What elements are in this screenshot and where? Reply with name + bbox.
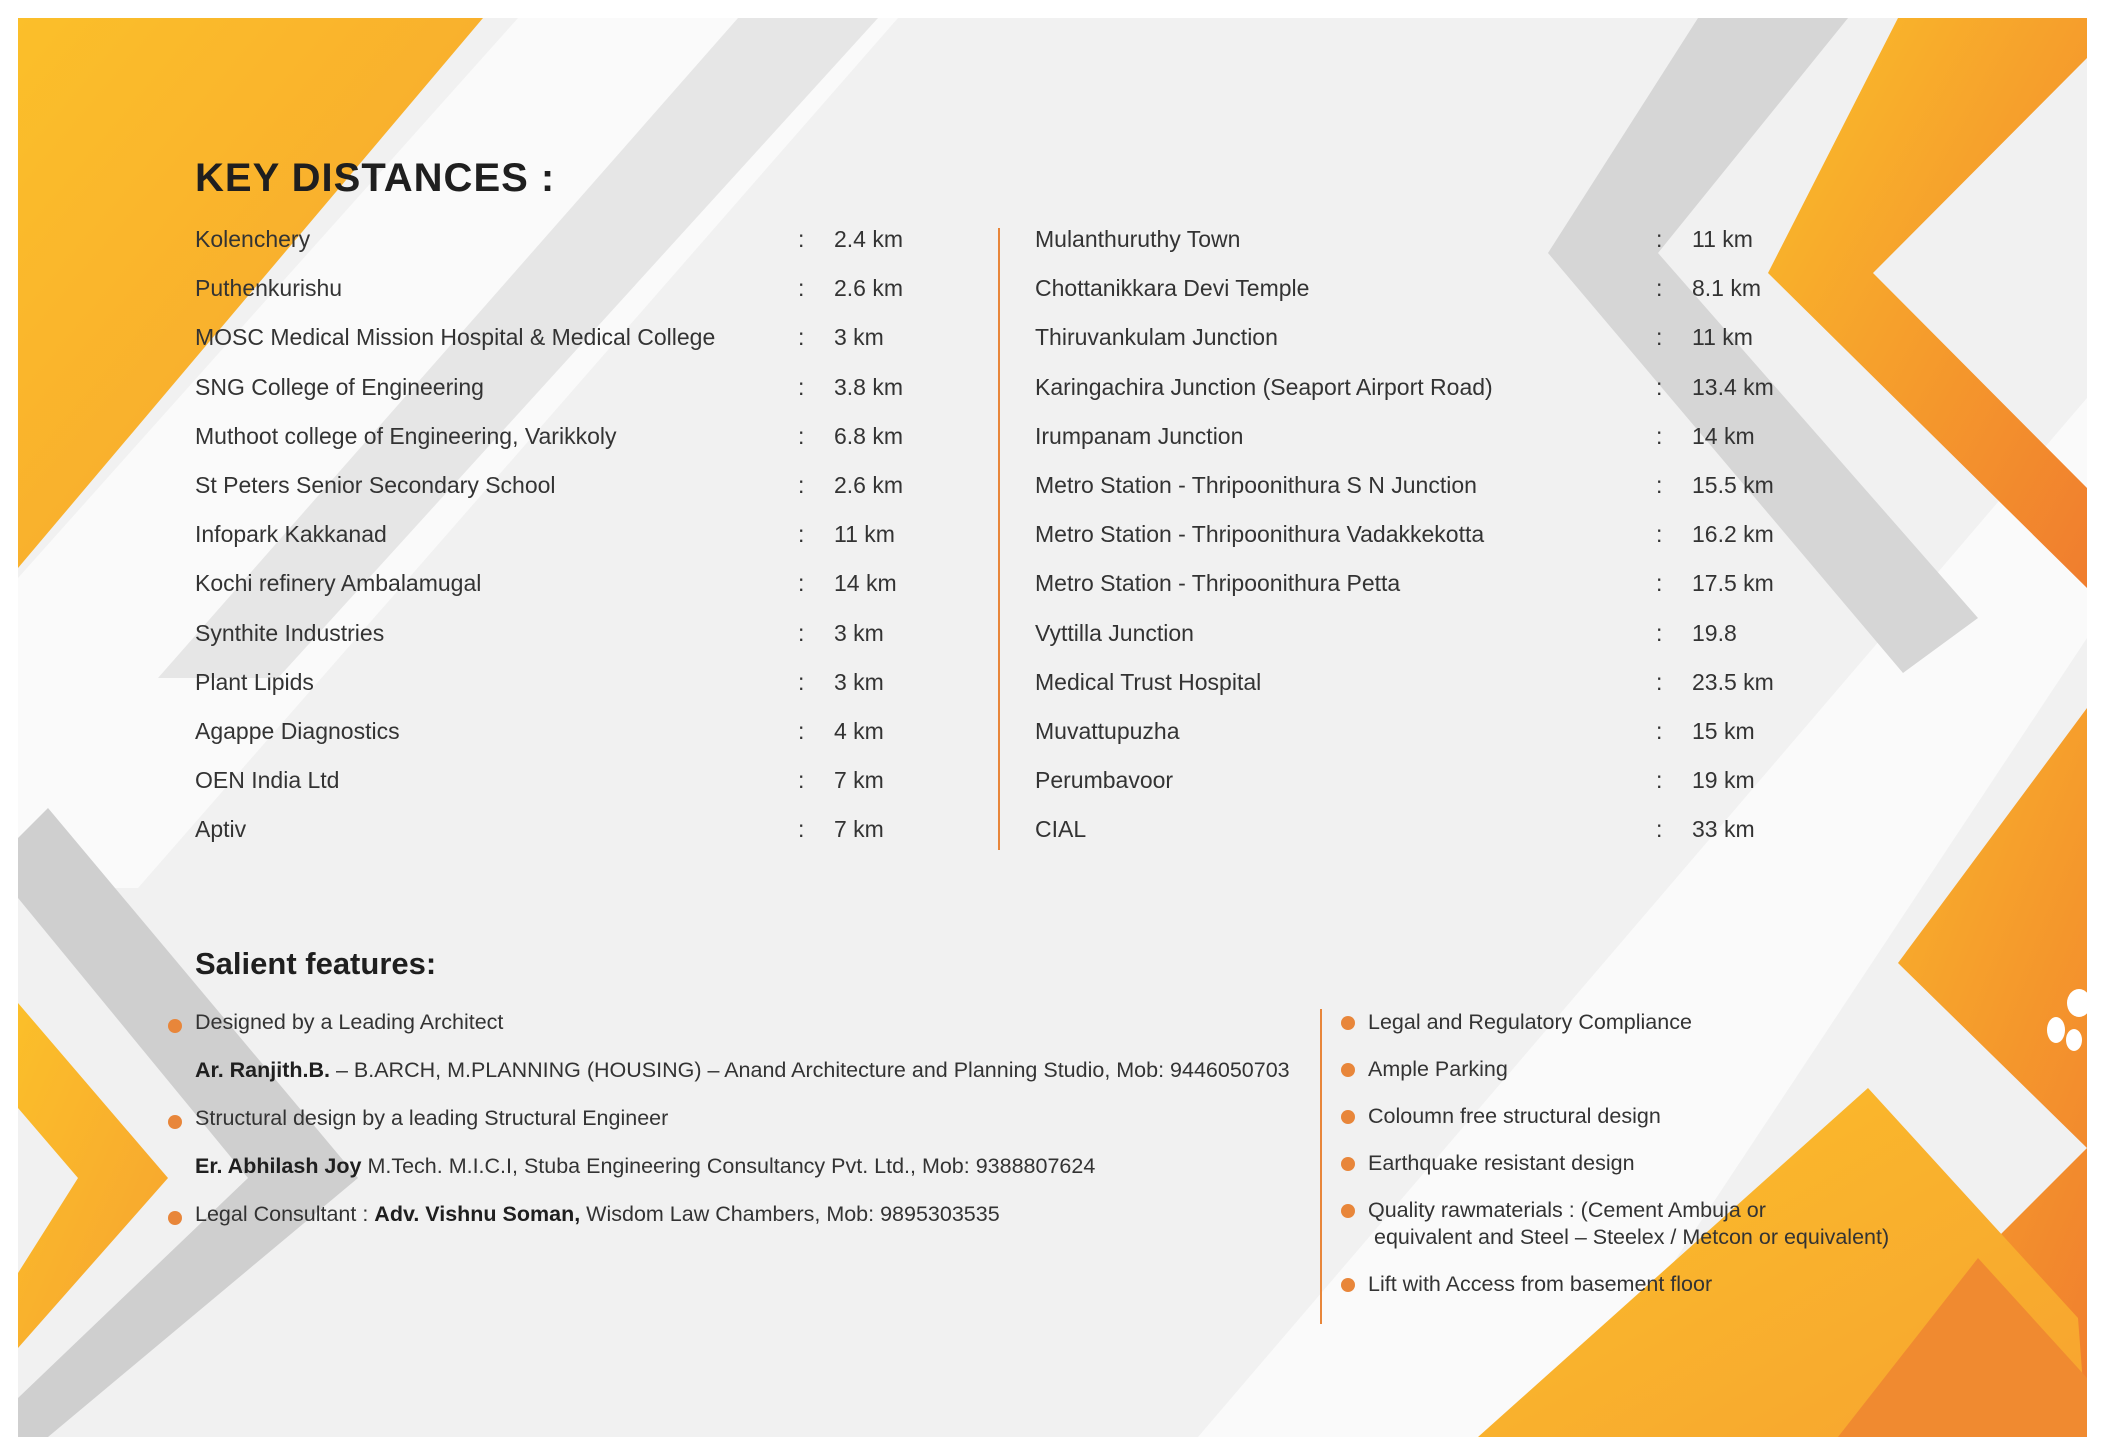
feature-item: Ample Parking — [1368, 1056, 2068, 1083]
place-name: Kochi refinery Ambalamugal — [195, 570, 482, 597]
architect-details-text: – B.ARCH, M.PLANNING (HOUSING) – Anand Architecture and Planning Studio, Mob: 9446050703 — [329, 1058, 1290, 1082]
place-name: Puthenkurishu — [195, 275, 343, 302]
engineer-details-text: M.Tech. M.I.C.I, Stuba Engineering Consultancy Pvt. Ltd., Mob: 9388807624 — [361, 1154, 1096, 1178]
materials-line-2: equivalent and Steel – Steelex / Metcon or equivalent) — [1374, 1225, 1890, 1249]
distance-value: 17.5 km — [1692, 570, 1774, 597]
feature-item: Lift with Access from basement floor — [1368, 1271, 2068, 1298]
separator: : — [1656, 668, 1663, 695]
separator: : — [798, 226, 805, 252]
distance-value: 3 km — [834, 619, 884, 646]
distance-row — [1035, 423, 1795, 472]
distance-row — [195, 275, 955, 324]
separator: : — [1656, 570, 1663, 597]
place-name: SNG College of Engineering — [195, 373, 484, 400]
features-divider — [1320, 1009, 1322, 1324]
place-name: Metro Station - Thripoonithura Vadakkekotta — [1035, 521, 1485, 548]
separator: : — [798, 275, 805, 302]
separator: : — [798, 422, 805, 449]
separator: : — [1656, 275, 1663, 302]
separator: : — [798, 619, 805, 646]
feature-legal-consultant — [195, 1202, 1325, 1250]
key-distances-right-table — [1035, 226, 1795, 865]
place-name: Muthoot college of Engineering, Varikkoly — [195, 422, 617, 449]
distance-row — [1035, 324, 1795, 373]
distance-value: 2.6 km — [834, 275, 904, 302]
distance-value: 15.5 km — [1692, 471, 1774, 498]
distance-value: 2.4 km — [834, 226, 904, 252]
place-name: Chottanikkara Devi Temple — [1035, 275, 1310, 302]
place-name: Kolenchery — [195, 226, 311, 252]
separator: : — [798, 570, 805, 597]
distance-row — [195, 226, 955, 275]
distance-row — [1035, 275, 1795, 324]
place-name: MOSC Medical Mission Hospital & Medical College — [195, 324, 716, 351]
separator: : — [1656, 619, 1663, 646]
distance-row — [195, 521, 955, 570]
place-name: CIAL — [1035, 816, 1087, 843]
feature-architect-details — [195, 1058, 1325, 1106]
separator: : — [1656, 471, 1663, 498]
distance-row — [1035, 620, 1795, 669]
place-name: Metro Station - Thripoonithura S N Junction — [1035, 471, 1477, 498]
salient-features-right — [1368, 1009, 2068, 1318]
distance-value: 14 km — [834, 570, 897, 597]
distance-value: 15 km — [1692, 717, 1755, 744]
distance-row — [1035, 669, 1795, 718]
place-name: Infopark Kakkanad — [195, 521, 387, 548]
place-name: Muvattupuzha — [1035, 717, 1180, 744]
distance-row — [1035, 521, 1795, 570]
feature-item: Coloumn free structural design — [1368, 1103, 2068, 1130]
distance-value: 23.5 km — [1692, 668, 1774, 695]
place-name: Synthite Industries — [195, 619, 385, 646]
separator: : — [798, 324, 805, 351]
separator: : — [1656, 816, 1663, 843]
salient-features-title: Salient features: — [195, 946, 437, 981]
place-name: Aptiv — [195, 816, 247, 843]
place-name: Thiruvankulam Junction — [1035, 324, 1278, 351]
distance-value: 2.6 km — [834, 471, 904, 498]
distance-value: 19 km — [1692, 767, 1755, 794]
place-name: Metro Station - Thripoonithura Petta — [1035, 570, 1401, 597]
separator: : — [798, 816, 805, 843]
place-name: Agappe Diagnostics — [195, 717, 400, 744]
separator: : — [798, 767, 805, 794]
legal-details-text: Wisdom Law Chambers, Mob: 9895303535 — [580, 1202, 1000, 1226]
feature-item: Legal and Regulatory Compliance — [1368, 1009, 2068, 1036]
separator: : — [798, 471, 805, 498]
separator: : — [798, 668, 805, 695]
distance-row — [1035, 767, 1795, 816]
distance-value: 7 km — [834, 767, 884, 794]
distance-value: 3 km — [834, 668, 884, 695]
salient-features-left — [195, 1010, 1325, 1250]
materials-line-1: Quality rawmaterials : (Cement Ambuja or — [1368, 1198, 1766, 1222]
separator: : — [1656, 324, 1663, 351]
place-name: Mulanthuruthy Town — [1035, 226, 1241, 252]
separator: : — [1656, 767, 1663, 794]
distance-row — [195, 620, 955, 669]
place-name: St Peters Senior Secondary School — [195, 471, 556, 498]
legal-name: Adv. Vishnu Soman, — [374, 1202, 581, 1226]
separator: : — [798, 373, 805, 400]
distance-row — [1035, 718, 1795, 767]
distance-row — [1035, 816, 1795, 865]
distance-value: 8.1 km — [1692, 275, 1762, 302]
distance-value: 3 km — [834, 324, 884, 351]
distance-value: 19.8 — [1692, 619, 1737, 646]
separator: : — [1656, 373, 1663, 400]
distance-row — [195, 374, 955, 423]
distance-row — [195, 669, 955, 718]
separator: : — [1656, 226, 1663, 252]
separator: : — [798, 521, 805, 548]
key-distances-title: KEY DISTANCES : — [195, 156, 556, 200]
decor-dot — [2066, 1029, 2082, 1051]
place-name: Medical Trust Hospital — [1035, 668, 1262, 695]
architect-heading-text: Designed by a Leading Architect — [195, 1010, 504, 1034]
place-name: Plant Lipids — [195, 668, 314, 695]
separator: : — [798, 717, 805, 744]
distance-value: 11 km — [1692, 324, 1753, 351]
architect-name: Ar. Ranjith.B. — [195, 1058, 330, 1082]
feature-architect-heading — [195, 1010, 1325, 1058]
distance-value: 16.2 km — [1692, 521, 1774, 548]
distance-row — [195, 423, 955, 472]
feature-item-materials — [1368, 1197, 2068, 1251]
engineer-heading-text: Structural design by a leading Structural Engineer — [195, 1106, 669, 1130]
distance-value: 3.8 km — [834, 373, 904, 400]
feature-item: Earthquake resistant design — [1368, 1150, 2068, 1177]
distance-value: 4 km — [834, 717, 884, 744]
distance-value: 11 km — [834, 521, 895, 548]
distance-row — [195, 767, 955, 816]
feature-engineer-heading — [195, 1106, 1325, 1154]
brochure-page — [18, 18, 2087, 1437]
column-divider — [998, 228, 1000, 850]
engineer-name: Er. Abhilash Joy — [195, 1154, 362, 1178]
distance-row — [1035, 472, 1795, 521]
separator: : — [1656, 717, 1663, 744]
distance-value: 14 km — [1692, 422, 1755, 449]
place-name: OEN India Ltd — [195, 767, 340, 794]
place-name: Irumpanam Junction — [1035, 422, 1244, 449]
distance-row — [195, 472, 955, 521]
separator: : — [1656, 422, 1663, 449]
place-name: Karingachira Junction (Seaport Airport Road) — [1035, 373, 1493, 400]
distance-row — [195, 718, 955, 767]
distance-value: 7 km — [834, 816, 884, 843]
distance-row — [195, 324, 955, 373]
key-distances-left-table — [195, 226, 955, 865]
place-name: Perumbavoor — [1035, 767, 1174, 794]
place-name: Vyttilla Junction — [1035, 619, 1194, 646]
distance-value: 13.4 km — [1692, 373, 1774, 400]
distance-row — [195, 816, 955, 865]
distance-row — [195, 570, 955, 619]
distance-value: 6.8 km — [834, 422, 904, 449]
distance-row — [1035, 570, 1795, 619]
separator: : — [1656, 521, 1663, 548]
distance-row — [1035, 374, 1795, 423]
distance-value: 33 km — [1692, 816, 1755, 843]
feature-engineer-details — [195, 1154, 1325, 1202]
legal-prefix: Legal Consultant : — [195, 1202, 375, 1226]
distance-row — [1035, 226, 1795, 275]
distance-value: 11 km — [1692, 226, 1753, 252]
